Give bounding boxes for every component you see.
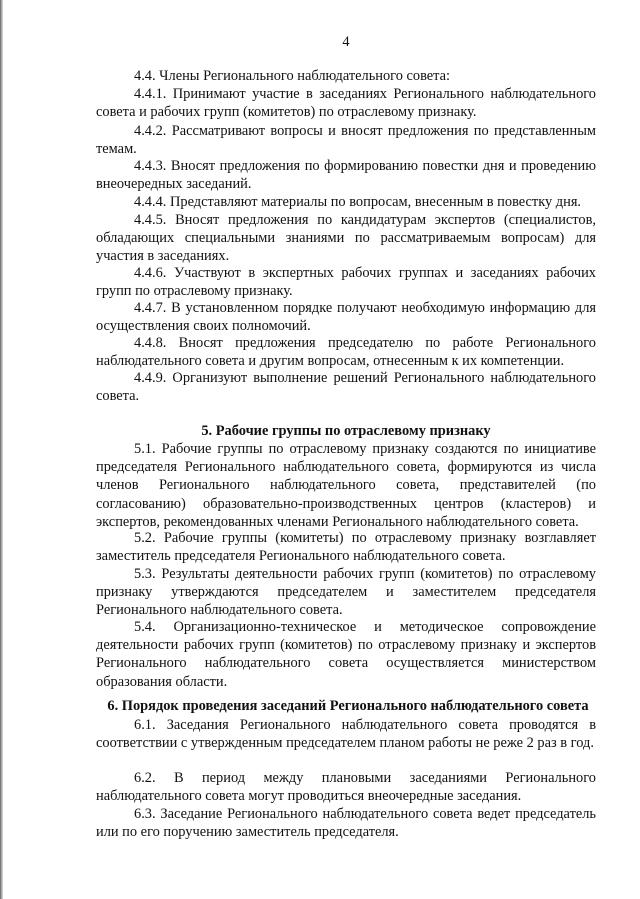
paragraph-5-4: 5.4. Организационно-техническое и методическое сопровождение деятельности рабочих групп (комитетов) по отраслевому признаку и экспертов Регионального наблюдательного совета осуществляется министерством образования области. bbox=[96, 619, 596, 690]
paragraph-4-4-1: 4.4.1. Принимают участие в заседаниях Регионального наблюдательного совета и рабочих групп (комитетов) по отраслевому признаку. bbox=[96, 86, 596, 121]
paragraph-4-4-3: 4.4.3. Вносят предложения по формированию повестки дня и проведению внеочередных заседаний. bbox=[96, 158, 596, 193]
section-6-heading: 6. Порядок проведения заседаний Регионального наблюдательного совета bbox=[107, 698, 589, 714]
paragraph-4-4-6: 4.4.6. Участвуют в экспертных рабочих группах и заседаниях рабочих групп по отраслевому признаку. bbox=[96, 265, 596, 300]
paragraph-6-3: 6.3. Заседание Регионального наблюдательного совета ведет председатель или по его поручению заместитель председателя. bbox=[96, 806, 596, 841]
paragraph-5-3: 5.3. Результаты деятельности рабочих групп (комитетов) по отраслевому признаку утверждаются председателем и заместителем председателя Регионального наблюдательного совета. bbox=[96, 566, 596, 619]
paragraph-4-4-9: 4.4.9. Организуют выполнение решений Регионального наблюдательного совета. bbox=[96, 370, 596, 405]
paragraph-4-4: 4.4. Члены Регионального наблюдательного совета: bbox=[134, 68, 451, 84]
paragraph-6-2: 6.2. В период между плановыми заседаниями Регионального наблюдательного совета могут проводиться внеочередные заседания. bbox=[96, 770, 596, 805]
paragraph-5-2: 5.2. Рабочие группы (комитеты) по отраслевому признаку возглавляет заместитель председателя Регионального наблюдательного совета. bbox=[96, 530, 596, 565]
paragraph-6-1: 6.1. Заседания Регионального наблюдательного совета проводятся в соответствии с утвержденным председателем планом работы не реже 2 раз в год. bbox=[96, 717, 596, 752]
paragraph-4-4-7: 4.4.7. В установленном порядке получают необходимую информацию для осуществления своих полномочий. bbox=[96, 300, 596, 335]
paragraph-4-4-5: 4.4.5. Вносят предложения по кандидатурам экспертов (специалистов, обладающих специальными знаниями по рассматриваемым вопросам) для участия в заседаниях. bbox=[96, 212, 596, 265]
paragraph-4-4-8: 4.4.8. Вносят предложения председателю по работе Регионального наблюдательного совета и другим вопросам, отнесенным к их компетенции. bbox=[96, 335, 596, 370]
paragraph-4-4-4: 4.4.4. Представляют материалы по вопросам, внесенным в повестку дня. bbox=[134, 194, 582, 210]
page-number: 4 bbox=[342, 34, 350, 50]
scan-edge bbox=[0, 0, 3, 899]
section-5-heading: 5. Рабочие группы по отраслевому признаку bbox=[201, 423, 491, 439]
paragraph-4-4-2: 4.4.2. Рассматривают вопросы и вносят предложения по представленным темам. bbox=[96, 123, 596, 158]
paragraph-5-1: 5.1. Рабочие группы по отраслевому признаку создаются по инициативе председателя Регионального наблюдательного совета, формируются из числа членов Регионального наблюдательного совета, представителей (по согласованию) образовательно-производственных центров (кластеров) и экспертов, рекомендованных членами Регионального наблюдательного совета. bbox=[96, 441, 596, 530]
